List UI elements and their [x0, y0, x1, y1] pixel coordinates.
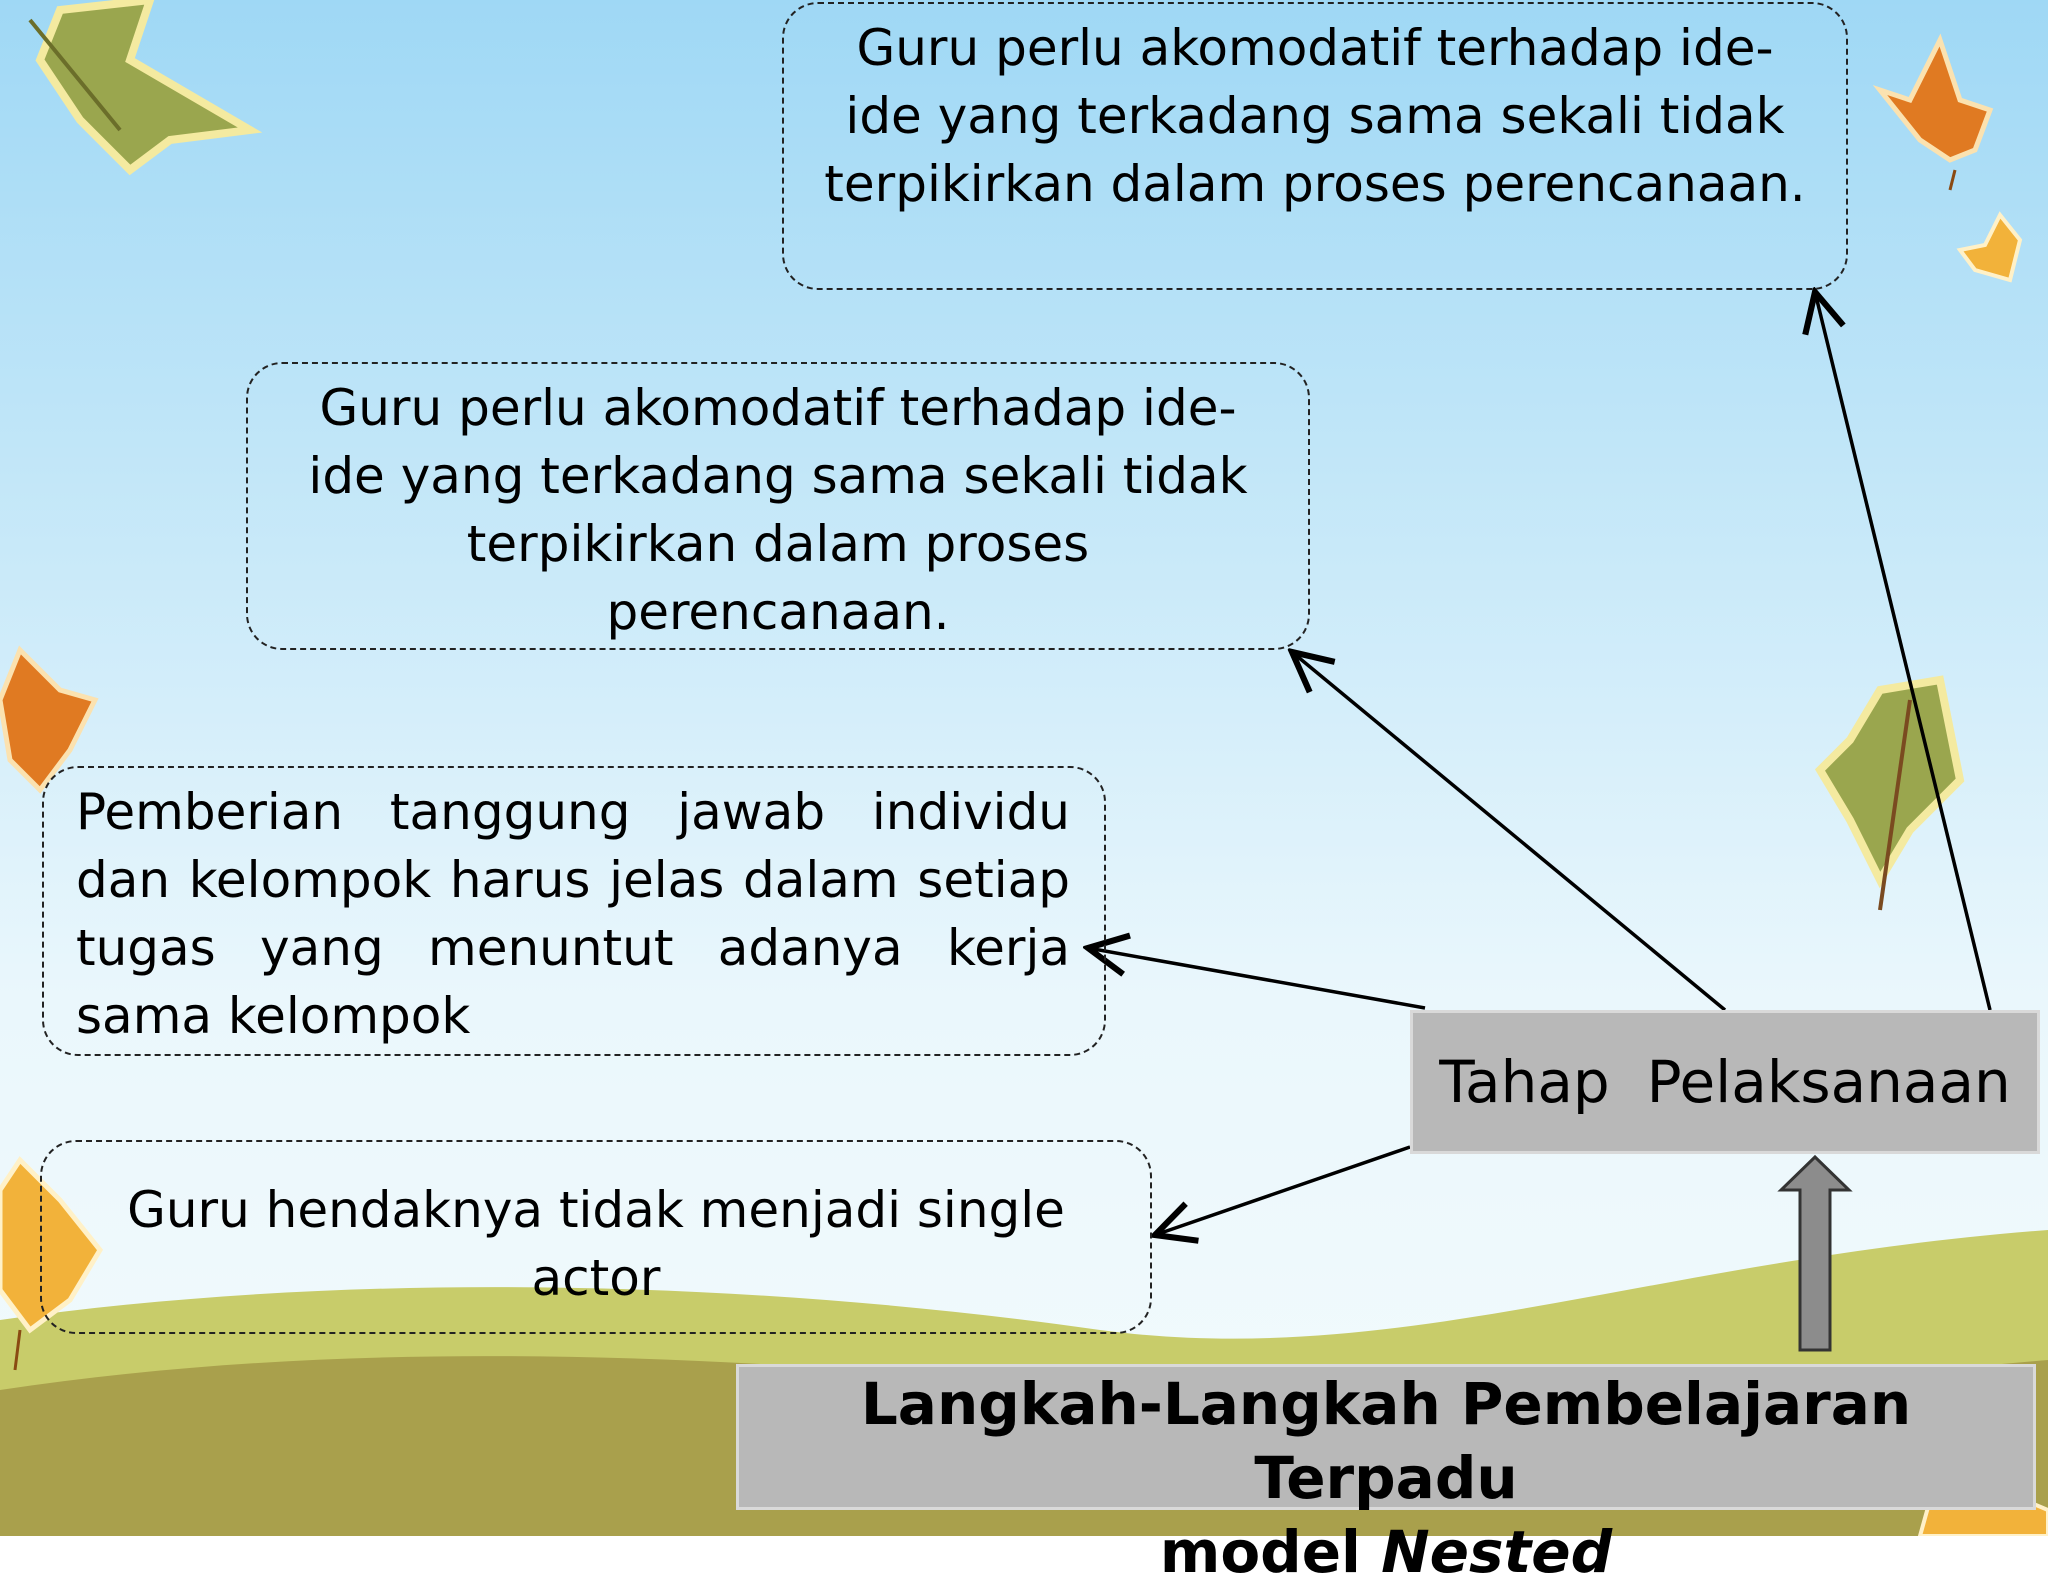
node-single-actor-text: Guru hendaknya tidak menjadi single actor [127, 1181, 1065, 1307]
node-single-actor [40, 1140, 1152, 1334]
node-middle [246, 362, 1310, 650]
title-line-2 [753, 1515, 2019, 1589]
node-responsibility-text: Pemberian tanggung jawab individu dan kelompok harus jelas dalam setiap tugas yang menuntut adanya kerja sama kelompok [76, 783, 1070, 1045]
arrow-to-single-actor [1155, 1147, 1410, 1235]
arrow-to-responsibility [1088, 948, 1425, 1008]
arrow-to-top-right [1815, 292, 1990, 1010]
node-top-right-text: Guru perlu akomodatif terhadap ide-ide yang terkadang sama sekali tidak terpikirkan dalam proses perencanaan. [824, 19, 1806, 213]
up-arrow-icon [1781, 1157, 1849, 1350]
node-stage-text: Tahap Pelaksanaan [1439, 1048, 2011, 1116]
title-line-1: Langkah-Langkah Pembelajaran Terpadu [860, 1370, 1912, 1512]
title-line-2-italic: Nested [1381, 1518, 1613, 1586]
node-stage [1410, 1010, 2040, 1154]
node-middle-text: Guru perlu akomodatif terhadap ide-ide yang terkadang sama sekali tidak terpikirkan dalam proses perencanaan. [308, 379, 1248, 641]
diagram-title [736, 1364, 2036, 1586]
arrow-to-middle [1292, 652, 1725, 1010]
node-responsibility [42, 766, 1106, 1056]
title-line-2-prefix: model [1159, 1518, 1382, 1586]
node-top-right [782, 2, 1848, 290]
